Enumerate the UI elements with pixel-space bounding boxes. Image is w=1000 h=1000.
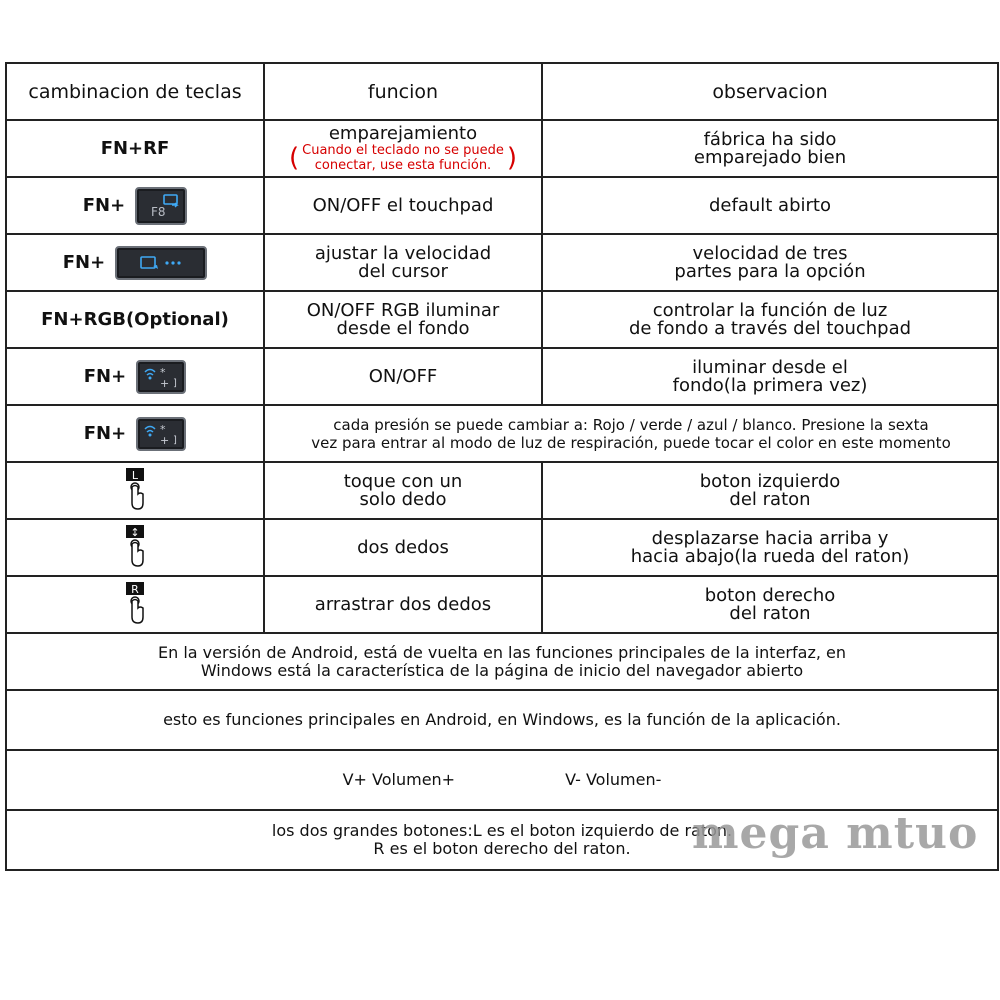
table-row — [6, 405, 998, 462]
key-combo: FN+ — [82, 194, 126, 216]
shortcut-table — [5, 62, 999, 871]
header-observation: observacion — [542, 63, 998, 120]
key-combo-cell — [6, 405, 264, 462]
observation-cell — [542, 519, 998, 576]
observation-cell — [542, 291, 998, 348]
table-row — [6, 519, 998, 576]
key-combo: FN+ — [83, 422, 127, 444]
function-line: solo dedo — [359, 488, 447, 510]
two-finger-scroll-icon — [124, 524, 146, 568]
function-text: ON/OFF el touchpad — [264, 177, 542, 234]
observation-cell — [542, 348, 998, 405]
observation-line: iluminar desde el — [692, 356, 848, 378]
function-line: desde el fondo — [336, 317, 470, 339]
svg-text:+: + — [160, 376, 170, 390]
function-line: ON/OFF RGB iluminar — [306, 299, 500, 321]
description-line: vez para entrar al modo de luz de respiración, puede tocar el color en este momento — [311, 433, 951, 452]
observation-line: controlar la función de luz — [652, 299, 888, 321]
key-combo: FN+RGB(Optional) — [6, 291, 264, 348]
observation-line: fábrica ha sido — [703, 128, 837, 150]
f8-touchpad-key-icon — [135, 187, 187, 225]
observation-line: del raton — [729, 488, 811, 510]
backlight-color-description — [264, 405, 998, 462]
function-cell — [264, 234, 542, 291]
observation-line: boton izquierdo — [699, 470, 841, 492]
observation-cell — [542, 576, 998, 633]
table-row — [6, 348, 998, 405]
svg-text:]: ] — [173, 377, 178, 389]
description-line: cada presión se puede cambiar a: Rojo / verde / azul / blanco. Presione la sexta — [333, 415, 929, 434]
volume-note — [6, 750, 998, 810]
f8-label: F8 — [151, 204, 166, 219]
pairing-note: ( Cuando el teclado no se puede conectar, use esta función. ) — [288, 142, 518, 173]
note-line: los dos grandes botones:L es el boton izquierdo de raton. — [271, 821, 733, 840]
note-line: En la versión de Android, está de vuelta en las funciones principales de la interfaz, en — [158, 642, 846, 662]
svg-text:R: R — [131, 582, 139, 596]
volume-up-label: V+ Volumen+ — [342, 770, 456, 789]
table-row — [6, 291, 998, 348]
svg-text:*: * — [160, 422, 166, 436]
function-text: dos dedos — [264, 519, 542, 576]
key-combo: FN+ — [83, 365, 127, 387]
function-text: arrastrar dos dedos — [264, 576, 542, 633]
function-text: ON/OFF — [264, 348, 542, 405]
note-line: Windows está la característica de la página de inicio del navegador abierto — [200, 660, 804, 680]
volume-down-label: V- Volumen- — [565, 770, 662, 789]
function-line: ajustar la velocidad — [314, 242, 492, 264]
gesture-cell — [6, 519, 264, 576]
observation-line: emparejado bien — [693, 146, 847, 168]
two-finger-drag-icon — [124, 581, 146, 625]
svg-text:*: * — [160, 365, 166, 379]
backlight-key-icon — [136, 417, 186, 451]
header-row — [6, 63, 998, 120]
android-apps-note: esto es funciones principales en Android, en Windows, es la función de la aplicación. — [6, 690, 998, 750]
key-combo-cell — [6, 348, 264, 405]
function-cell — [264, 462, 542, 519]
svg-text:L: L — [131, 468, 139, 482]
observation-cell — [542, 462, 998, 519]
watermark-text: mega mtuo — [692, 808, 979, 859]
key-combo: FN+RF — [6, 120, 264, 177]
key-combo-cell — [6, 234, 264, 291]
pairing-note-line: Cuando el teclado no se puede — [302, 142, 504, 158]
function-cell — [264, 120, 542, 177]
table-row — [6, 690, 998, 750]
key-combo-cell — [6, 177, 264, 234]
shortcut-table-wrapper — [5, 62, 997, 871]
table-row — [6, 462, 998, 519]
observation-line: del raton — [729, 602, 811, 624]
one-finger-tap-icon — [124, 467, 146, 511]
android-home-note — [6, 633, 998, 690]
function-line: del cursor — [358, 260, 448, 282]
table-row — [6, 633, 998, 690]
svg-text:+: + — [160, 433, 170, 447]
table-row — [6, 576, 998, 633]
observation-line: hacia abajo(la rueda del raton) — [630, 545, 910, 567]
function-line: toque con un — [343, 470, 463, 492]
observation-cell — [542, 120, 998, 177]
observation-text: default abirto — [542, 177, 998, 234]
svg-text:]: ] — [173, 434, 178, 446]
function-cell — [264, 291, 542, 348]
table-row — [6, 120, 998, 177]
table-row — [6, 234, 998, 291]
pairing-note-line: conectar, use esta función. — [314, 157, 492, 173]
note-line: R es el boton derecho del raton. — [373, 839, 631, 858]
table-row — [6, 177, 998, 234]
key-combo: FN+ — [62, 251, 106, 273]
table-row — [6, 750, 998, 810]
observation-line: velocidad de tres — [692, 242, 848, 264]
observation-line: de fondo a través del touchpad — [628, 317, 912, 339]
observation-cell — [542, 234, 998, 291]
observation-line: boton derecho — [704, 584, 836, 606]
cursor-speed-key-icon — [115, 246, 207, 280]
function-text: emparejamiento — [328, 122, 478, 144]
backlight-key-icon — [136, 360, 186, 394]
gesture-cell — [6, 576, 264, 633]
svg-text:↕: ↕ — [130, 525, 140, 539]
observation-line: fondo(la primera vez) — [672, 374, 868, 396]
header-function: funcion — [264, 63, 542, 120]
header-keys: cambinacion de teclas — [6, 63, 264, 120]
gesture-cell — [6, 462, 264, 519]
observation-line: desplazarse hacia arriba y — [651, 527, 889, 549]
observation-line: partes para la opción — [674, 260, 866, 282]
